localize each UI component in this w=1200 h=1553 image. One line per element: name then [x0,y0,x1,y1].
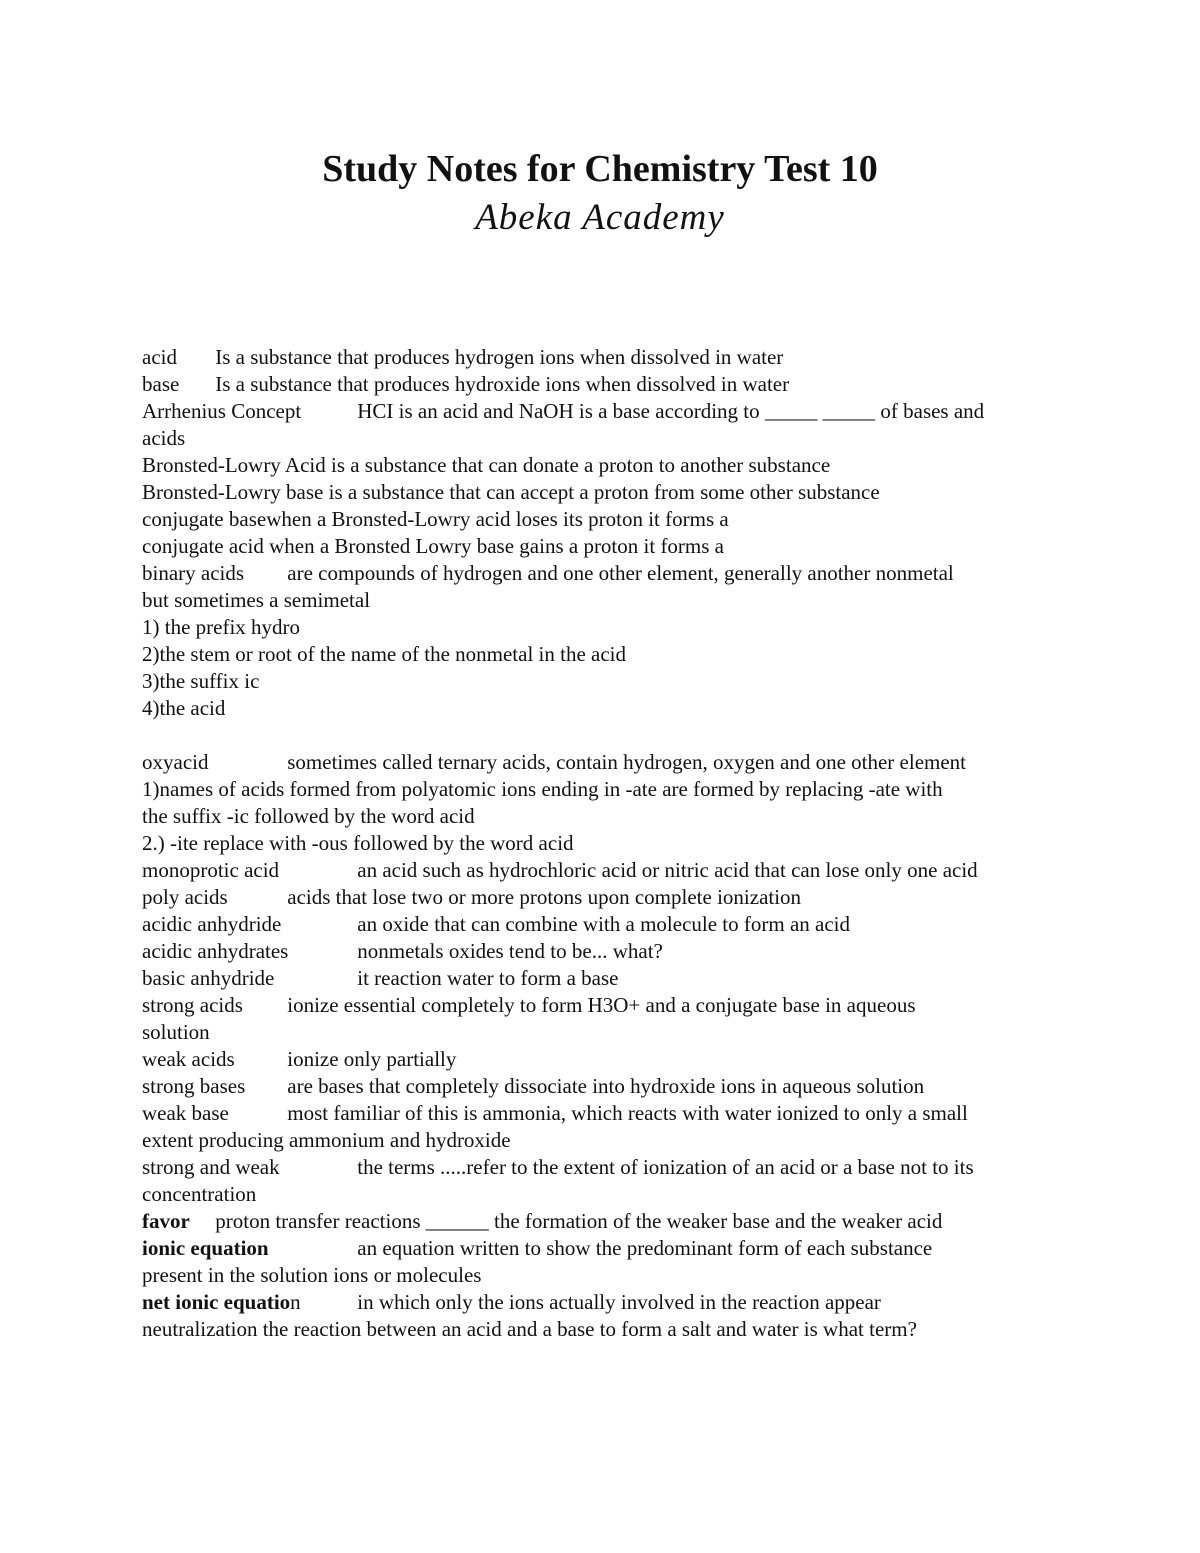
note-line-continued: extent producing ammonium and hydroxide [142,1128,511,1152]
definition: HCI is an acid and NaOH is a base according to _____ _____ of bases and [357,399,985,423]
term: Arrhenius Concept [142,399,302,423]
note-line [142,992,1062,1019]
definition: most familiar of this is ammonia, which reacts with water ionized to only a small [287,1101,968,1125]
term: weak base [142,1101,229,1125]
note-line [142,479,1062,506]
term: conjugate base [142,507,267,531]
note-line-continued: concentration [142,1182,257,1206]
note-line-continued: present in the solution ions or molecules [142,1263,482,1287]
term: binary acids [142,561,245,585]
note-line: 1)names of acids formed from polyatomic ions ending in -ate are formed by replacing -ate with [142,777,943,801]
note-line [142,371,1062,398]
term-wrapper [142,1289,352,1316]
blank-line [142,722,1062,749]
term: acidic anhydride [142,912,282,936]
definition: when a Bronsted Lowry base gains a proton it forms a [269,534,725,558]
note-line-continued: but sometimes a semimetal [142,588,371,612]
term: Bronsted-Lowry Acid [142,453,326,477]
definition: the reaction between an acid and a base to form a salt and water is what term? [262,1317,917,1341]
definition: the terms .....refer to the extent of ionization of an acid or a base not to its [357,1155,974,1179]
definition: ionize only partially [287,1047,457,1071]
definition: are bases that completely dissociate into hydroxide ions in aqueous solution [287,1074,925,1098]
note-line: 2)the stem or root of the name of the nonmetal in the acid [142,642,627,666]
note-line [142,560,1062,587]
definition: nonmetals oxides tend to be... what? [357,939,663,963]
term: basic anhydride [142,966,275,990]
term: strong acids [142,993,243,1017]
note-line-continued: solution [142,1020,210,1044]
note-line: 4)the acid [142,696,226,720]
note-line [142,398,1062,425]
term: Bronsted-Lowry base [142,480,324,504]
term: poly acids [142,885,228,909]
definition: Is a substance that produces hydroxide ions when dissolved in water [215,372,790,396]
definition: is a substance that can donate a proton to another substance [330,453,831,477]
note-line [142,884,1062,911]
term: conjugate acid [142,534,264,558]
note-line [142,506,1062,533]
definition: Is a substance that produces hydrogen ions when dissolved in water [215,345,784,369]
note-line [142,857,1062,884]
definition: an acid such as hydrochloric acid or nitric acid that can lose only one acid [357,858,978,882]
term: acid [142,345,177,369]
term: neutralization [142,1317,258,1341]
note-line: 1) the prefix hydro [142,615,301,639]
definition: is a substance that can accept a proton from some other substance [328,480,880,504]
note-line [142,1235,1062,1262]
note-line [142,533,1062,560]
page-title: Study Notes for Chemistry Test 10 [322,148,878,190]
definition: acids that lose two or more protons upon complete ionization [287,885,802,909]
definition: ionize essential completely to form H3O+ and a conjugate base in aqueous [287,993,916,1017]
definition: in which only the ions actually involved in the reaction appear [357,1290,881,1314]
note-line [142,1100,1062,1127]
definition: an equation written to show the predominant form of each substance [357,1236,933,1260]
notes-body [142,344,1062,1343]
page-subtitle: Abeka Academy [475,197,725,238]
term: monoprotic acid [142,858,280,882]
note-line-continued: acids [142,426,186,450]
definition: are compounds of hydrogen and one other element, generally another nonmetal [287,561,954,585]
term: weak acids [142,1047,235,1071]
note-line [142,965,1062,992]
note-line [142,1154,1062,1181]
term: strong bases [142,1074,246,1098]
definition: sometimes called ternary acids, contain hydrogen, oxygen and one other element [287,750,967,774]
definition: it reaction water to form a base [357,966,619,990]
note-line [142,749,1062,776]
note-line-continued: the suffix -ic followed by the word acid [142,804,475,828]
note-line: 2.) -ite replace with -ous followed by the word acid [142,831,574,855]
definition: when a Bronsted-Lowry acid loses its proton it forms a [266,507,729,531]
note-line [142,1289,1062,1316]
term: oxyacid [142,750,209,774]
note-line [142,1208,1062,1235]
term: strong and weak [142,1155,280,1179]
note-line [142,938,1062,965]
note-line [142,911,1062,938]
term: favor [142,1209,190,1233]
term: base [142,372,180,396]
note-line [142,344,1062,371]
term-tail: n [290,1290,301,1314]
note-line [142,1073,1062,1100]
note-line [142,1046,1062,1073]
term: acidic anhydrates [142,939,289,963]
definition: an oxide that can combine with a molecule to form an acid [357,912,850,936]
note-line: 3)the suffix ic [142,669,260,693]
note-line [142,1316,1062,1343]
term: ionic equation [142,1236,269,1260]
term: net ionic equatio [142,1290,291,1314]
note-line [142,452,1062,479]
definition: proton transfer reactions ______ the formation of the weaker base and the weaker acid [215,1209,943,1233]
